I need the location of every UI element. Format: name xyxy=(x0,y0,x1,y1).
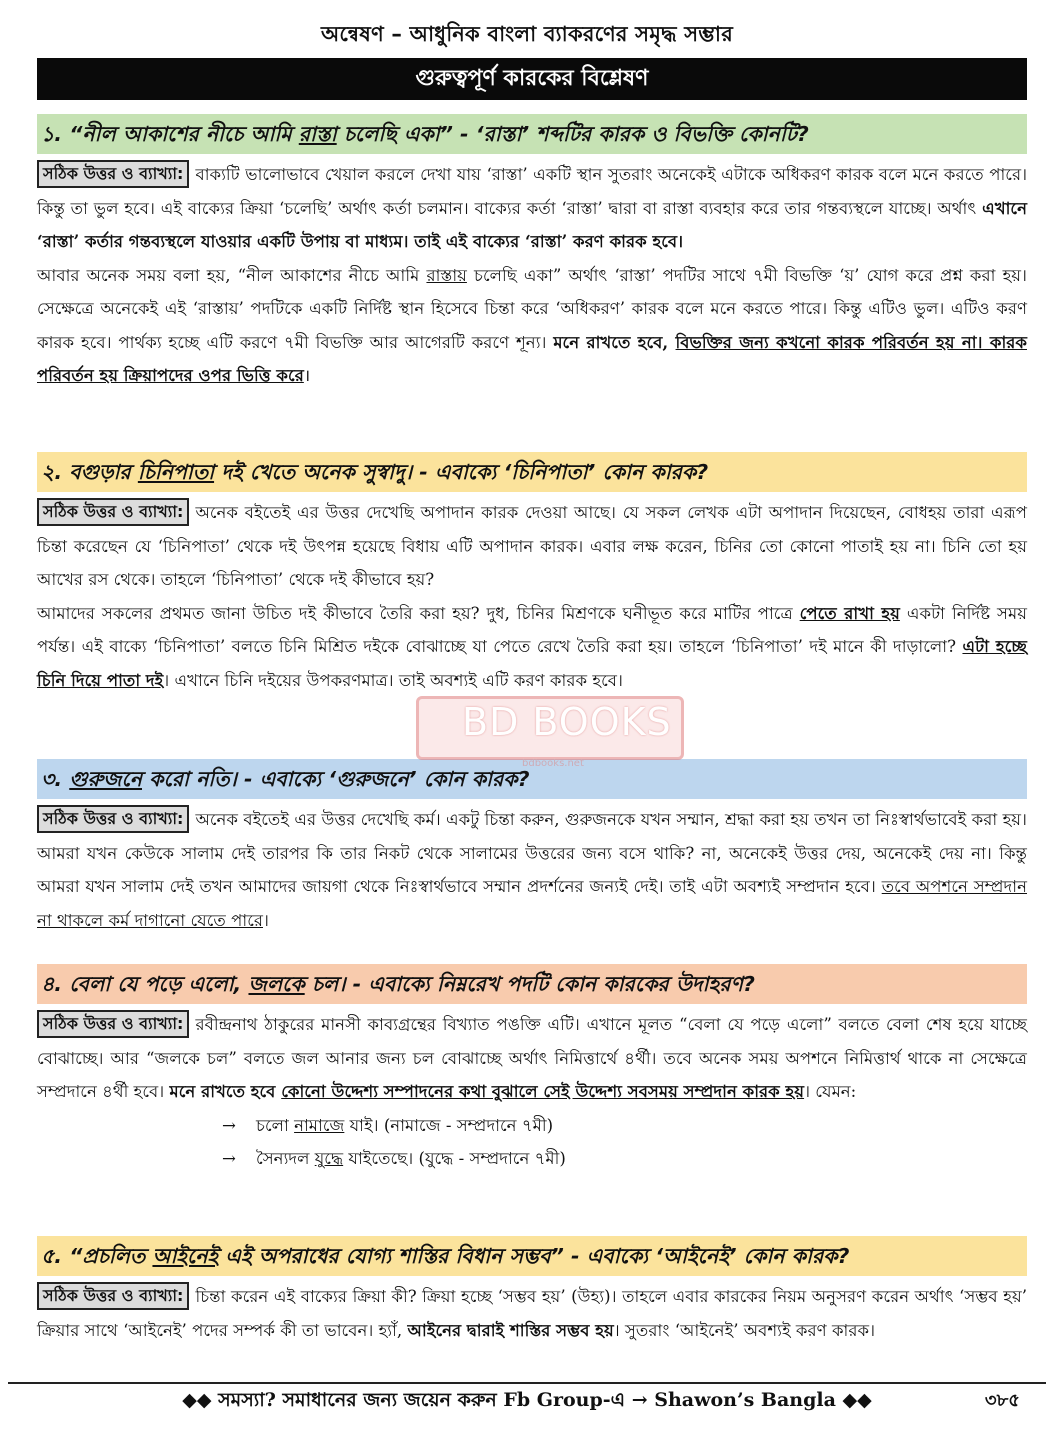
question-3 xyxy=(37,759,1027,937)
watermark-box xyxy=(416,696,684,760)
answer-label: সঠিক উত্তর ও ব্যাখ্যা: xyxy=(37,1010,189,1038)
question-4 xyxy=(37,964,1027,1175)
question-1-heading: ১. “নীল আকাশের নীচে আমি রাস্তা চলেছি একা” - ‘রাস্তা’ শব্দটির কারক ও বিভক্তি কোনটি? xyxy=(37,114,1027,154)
answer-2: সঠিক উত্তর ও ব্যাখ্যা: অনেক বইতেই এর উত্তর দেখেছি অপাদান কারক দেওয়া আছে। যে সকল লেখক এটা অপাদান দিয়েছেন, বোধহয় তারা এরূপ চিন্তা করেছেন যে ‘চিনিপাতা’ থেকে দই উৎপন্ন হয়েছে বিধায় এটি অপাদান কারক। এবার লক্ষ করেন, চিনির তো কোনো পাতাই হয় না। চিনি তো হয় আখের রস থেকে। তাহলে ‘চিনিপাতা’ থেকে দই কীভাবে হয়? আমাদের সকলের প্রথমত জানা উচিত দই কীভাবে তৈরি করা হয়? দুধ, চিনির মিশ্রণকে ঘনীভূত করে মাটির পাত্রে পেতে রাখা হয় একটা নির্দিষ্ট সময় পর্যন্ত। এই বাক্যে ‘চিনিপাতা’ বলতে চিনি মিশ্রিত দইকে বোঝাচ্ছে যা পেতে রেখে তৈরি করা হয়। তাহলে ‘চিনিপাতা’ দই মানে কী দাড়ালো? এটা হচ্ছে চিনি দিয়ে পাতা দই। এখানে চিনি দইয়ের উপকরণমাত্র। তাই অবশ্যই এটি করণ কারক হবে। xyxy=(37,496,1027,697)
footer-text: ◆◆ সমস্যা? সমাধানের জন্য জয়েন করুন Fb Group-এ → Shawon’s Bangla ◆◆ xyxy=(182,1389,872,1411)
answer-label: সঠিক উত্তর ও ব্যাখ্যা: xyxy=(37,1282,189,1310)
book-title: অন্বেষণ – আধুনিক বাংলা ব্যাকরণের সমৃদ্ধ সম্ভার xyxy=(321,22,733,46)
answer-3: সঠিক উত্তর ও ব্যাখ্যা: অনেক বইতেই এর উত্তর দেখেছি কর্ম। একটু চিন্তা করুন, গুরুজনকে যখন সম্মান, শ্রদ্ধা করা হয় তখন তা নিঃস্বার্থভাবেই করা হয়। আমরা যখন কেউকে সালাম দেই তারপর কি তার নিকট থেকে সালামের উত্তরের জন্য বসে থাকি? না, অনেকেই উত্তর দেয়, অনেকেই দেয় না। কিন্তু আমরা যখন সালাম দেই তখন আমাদের জায়গা থেকে নিঃস্বার্থভাবে সম্মান প্রদর্শনের জন্যই দেই। তাই এটা অবশ্যই সম্প্রদান হবে। তবে অপশনে সম্প্রদান না থাকলে কর্ম দাগানো যেতে পারে। xyxy=(37,803,1027,937)
question-4-heading: ৪. বেলা যে পড়ে এলো, জলকে চল। - এবাক্যে নিম্নরেখ পদটি কোন কারকের উদাহরণ? xyxy=(37,964,1027,1004)
watermark-url: bdbooks.net xyxy=(522,758,584,769)
example-1: → চলো নামাজে যাই। (নামাজে - সম্প্রদানে ৭মী) xyxy=(37,1109,1027,1142)
answer-label: সঠিক উত্তর ও ব্যাখ্যা: xyxy=(37,498,189,526)
arrow-icon: → xyxy=(222,1148,236,1168)
section-title: গুরুত্বপূর্ণ কারকের বিশ্লেষণ xyxy=(37,58,1027,100)
question-2 xyxy=(37,452,1027,697)
answer-label: সঠিক উত্তর ও ব্যাখ্যা: xyxy=(37,160,189,188)
question-2-heading: ২. বগুড়ার চিনিপাতা দই খেতে অনেক সুস্বাদু। - এবাক্যে ‘চিনিপাতা’ কোন কারক? xyxy=(37,452,1027,492)
footer-divider xyxy=(8,1382,1046,1384)
page-number: ৩৮৫ xyxy=(984,1390,1020,1411)
question-5 xyxy=(37,1236,1027,1347)
answer-4: সঠিক উত্তর ও ব্যাখ্যা: রবীন্দ্রনাথ ঠাকুরের মানসী কাব্যগ্রন্থের বিখ্যাত পঙক্তি এটি। এখানে মূলত “বেলা যে পড়ে এলো” বলতে বেলা শেষ হয়ে যাচ্ছে বোঝাচ্ছে। আর “জলকে চল” বলতে জল আনার জন্য চল বোঝাচ্ছে অর্থাৎ নিমিত্তার্থে ৪র্থী। তবে অনেক সময় অপশনে নিমিত্তার্থ থাকে না সেক্ষেত্রে সম্প্রদানে ৪র্থী হবে। মনে রাখতে হবে কোনো উদ্দেশ্য সম্পাদনের কথা বুঝালে সেই উদ্দেশ্য সবসময় সম্প্রদান কারক হয়। যেমন: xyxy=(37,1008,1027,1109)
example-2: → সৈন্যদল যুদ্ধে যাইতেছে। (যুদ্ধে - সম্প্রদানে ৭মী) xyxy=(37,1142,1027,1175)
question-3-heading: ৩. গুরুজনে করো নতি। - এবাক্যে ‘গুরুজনে’ কোন কারক? xyxy=(37,759,1027,799)
question-5-heading: ৫. “প্রচলিত আইনেই এই অপরাধের যোগ্য শাস্তির বিধান সম্ভব” - এবাক্যে ‘আইনেই’ কোন কারক? xyxy=(37,1236,1027,1276)
answer-1: সঠিক উত্তর ও ব্যাখ্যা: বাক্যটি ভালোভাবে খেয়াল করলে দেখা যায় ‘রাস্তা’ একটি স্থান সুতরাং অনেকেই এটাকে অধিকরণ কারক বলে মনে করতে পারে। কিন্তু তা ভুল হবে। এই বাক্যের ক্রিয়া ‘চলেছি’ অর্থাৎ কর্তা চলমান। বাক্যের কর্তা ‘রাস্তা’ দ্বারা বা রাস্তা ব্যবহার করে তার গন্তব্যস্থলে যাচ্ছে। অর্থাৎ এখানে ‘রাস্তা’ কর্তার গন্তব্যস্থলে যাওয়ার একটি উপায় বা মাধ্যম। তাই এই বাক্যের ‘রাস্তা’ করণ কারক হবে। আবার অনেক সময় বলা হয়, “নীল আকাশের নীচে আমি রাস্তায় চলেছি একা” অর্থাৎ ‘রাস্তা’ পদটির সাথে ৭মী বিভক্তি ‘য়’ যোগ করে প্রশ্ন করা হয়। সেক্ষেত্রে অনেকেই এই ‘রাস্তায়’ পদটিকে একটি নির্দিষ্ট স্থান হিসেবে চিন্তা করে ‘অধিকরণ’ কারক বলে মনে করতে পারে। কিন্তু এটিও ভুল। এটিও করণ কারক হবে। পার্থক্য হচ্ছে এটি করণে ৭মী বিভক্তি আর আগেরটি করণে শূন্য। মনে রাখতে হবে, বিভক্তির জন্য কখনো কারক পরিবর্তন হয় না। কারক পরিবর্তন হয় ক্রিয়াপদের ওপর ভিত্তি করে। xyxy=(37,158,1027,393)
answer-label: সঠিক উত্তর ও ব্যাখ্যা: xyxy=(37,805,189,833)
arrow-icon: → xyxy=(222,1115,236,1135)
answer-5: সঠিক উত্তর ও ব্যাখ্যা: চিন্তা করেন এই বাক্যের ক্রিয়া কী? ক্রিয়া হচ্ছে ‘সম্ভব হয়’ (উহ্য)। তাহলে এবার কারকের নিয়ম অনুসরণ করেন অর্থাৎ ‘সম্ভব হয়’ ক্রিয়ার সাথে ‘আইনেই’ পদের সম্পর্ক কী তা ভাবেন। হ্যাঁ, আইনের দ্বারাই শাস্তির সম্ভব হয়। সুতরাং ‘আইনেই’ অবশ্যই করণ কারক। xyxy=(37,1280,1027,1347)
question-1 xyxy=(37,114,1027,393)
watermark-text: BD BOOKS xyxy=(462,700,672,744)
watermark-logo xyxy=(382,690,682,770)
